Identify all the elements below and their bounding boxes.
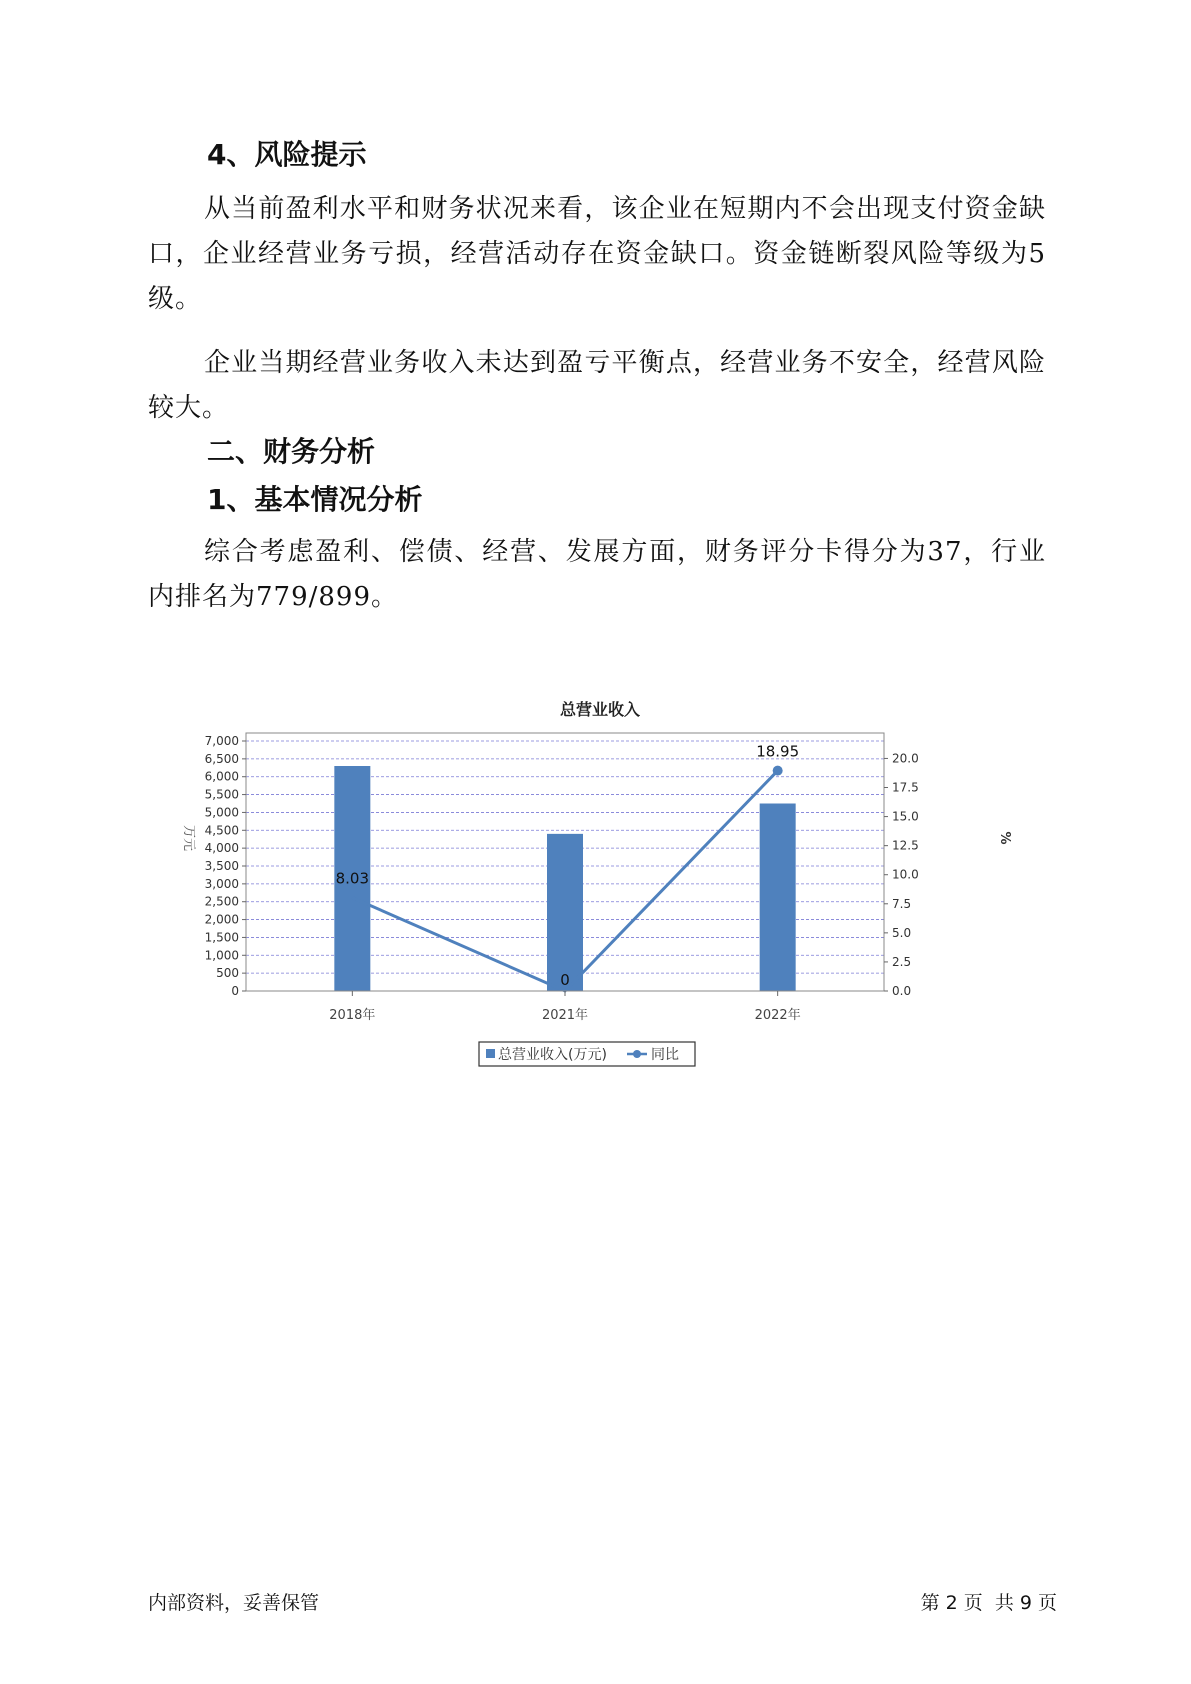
legend-line-label: 同比 bbox=[651, 1047, 679, 1063]
risk-paragraph-2: 企业当期经营业务收入未达到盈亏平衡点，经营业务不安全，经营风险较大。 bbox=[148, 348, 1046, 423]
footer-right: 第 2 页 共 9 页 bbox=[920, 1592, 1057, 1614]
basic-analysis-paragraph: 综合考虑盈利、偿债、经营、发展方面，财务评分卡得分为37，行业内排名为779/899。 bbox=[148, 537, 1046, 612]
legend-line-marker bbox=[633, 1050, 641, 1058]
y-tick-label: 5,000 bbox=[204, 805, 239, 820]
yoy-point bbox=[773, 766, 783, 776]
y-tick-label: 2,500 bbox=[204, 894, 239, 909]
y2-axis-label: % bbox=[997, 831, 1012, 845]
y-tick-label: 3,500 bbox=[204, 859, 239, 873]
revenue-chart bbox=[175, 688, 1035, 1148]
y2-tick-label: 0.0 bbox=[892, 984, 912, 998]
y-tick-label: 5,500 bbox=[204, 787, 239, 802]
y-tick-label: 6,000 bbox=[204, 769, 239, 784]
chart-title: 总营业收入 bbox=[559, 700, 641, 719]
y-tick-label: 6,500 bbox=[204, 751, 239, 766]
y2-tick-label: 7.5 bbox=[892, 896, 912, 911]
y2-tick-label: 15.0 bbox=[892, 809, 919, 824]
y-tick-label: 2,000 bbox=[204, 912, 239, 927]
x-tick-label: 2022年 bbox=[754, 1008, 801, 1023]
y-axis-label: 万元 bbox=[181, 824, 196, 852]
legend-bar-label: 总营业收入(万元) bbox=[498, 1047, 607, 1063]
footer-left: 内部资料，妥善保管 bbox=[148, 1592, 320, 1614]
y2-tick-label: 5.0 bbox=[892, 925, 912, 940]
basic-analysis-heading: 1、基本情况分析 bbox=[207, 483, 423, 516]
y-tick-label: 7,000 bbox=[204, 734, 239, 748]
yoy-data-label: 8.03 bbox=[335, 869, 370, 888]
y-tick-label: 4,500 bbox=[204, 823, 239, 838]
y2-tick-label: 10.0 bbox=[892, 867, 919, 882]
y-tick-label: 0 bbox=[231, 984, 239, 998]
y2-tick-label: 12.5 bbox=[892, 838, 919, 853]
y2-tick-label: 2.5 bbox=[892, 954, 912, 969]
yoy-data-label: 0 bbox=[560, 971, 570, 989]
yoy-data-label: 18.95 bbox=[756, 742, 800, 761]
finance-heading: 二、财务分析 bbox=[207, 435, 376, 468]
risk-heading: 4、风险提示 bbox=[207, 138, 367, 171]
y2-tick-label: 20.0 bbox=[892, 751, 919, 766]
risk-paragraph-1: 从当前盈利水平和财务状况来看，该企业在短期内不会出现支付资金缺口，企业经营业务亏损，经营活动存在资金缺口。资金链断裂风险等级为5级。 bbox=[148, 194, 1046, 314]
y-tick-label: 1,000 bbox=[204, 948, 239, 963]
revenue-bar bbox=[547, 834, 583, 991]
y-tick-label: 4,000 bbox=[204, 841, 239, 856]
y2-tick-label: 17.5 bbox=[892, 780, 919, 795]
bar-series bbox=[334, 766, 795, 991]
legend-bar-swatch bbox=[486, 1049, 495, 1058]
x-tick-label: 2021年 bbox=[541, 1008, 589, 1023]
y-tick-label: 500 bbox=[216, 966, 239, 981]
y-tick-label: 3,000 bbox=[204, 876, 239, 891]
y-tick-label: 1,500 bbox=[204, 930, 239, 945]
legend bbox=[479, 1042, 695, 1066]
revenue-bar bbox=[760, 804, 796, 992]
x-tick-label: 2018年 bbox=[329, 1008, 376, 1023]
